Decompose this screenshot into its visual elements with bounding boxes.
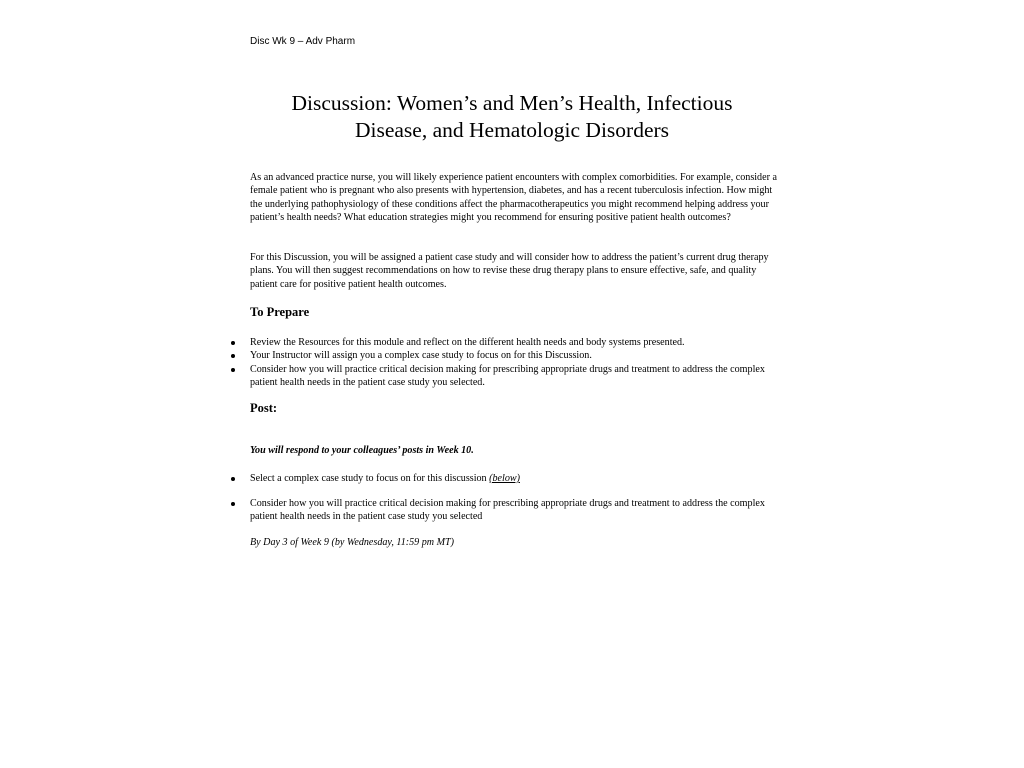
post-heading: Post: xyxy=(250,401,278,415)
bullet-icon xyxy=(231,368,235,372)
list-item-text: Consider how you will practice critical decision making for prescribing appropriate drugs and treatment to address the complex patient health needs in the patient case study you selected xyxy=(250,498,765,523)
list-item-text: Your Instructor will assign you a complex case study to focus on for this Discussion. xyxy=(250,350,592,362)
page-header: Disc Wk 9 – Adv Pharm xyxy=(250,36,356,47)
intro-paragraph-2: For this Discussion, you will be assigned a patient case study and will consider how to address the patient’s current drug therapy plans. You will then suggest recommendations on how to revise these drug therapy plans to ensure effective, safe, and quality patient care for positive patient health outcomes. xyxy=(250,252,769,290)
list-item xyxy=(250,497,770,524)
list-item xyxy=(250,336,770,349)
bullet-icon xyxy=(231,477,235,481)
list-item-text: Consider how you will practice critical decision making for prescribing appropriate drugs and treatment to address the complex patient health needs in the patient case study you selected. xyxy=(250,363,765,388)
title-line-2: Disease, and Hematologic Disorders xyxy=(354,118,670,142)
below-link[interactable]: (below) xyxy=(489,473,520,484)
list-item xyxy=(250,472,770,485)
post-list-2 xyxy=(250,497,770,524)
bullet-icon xyxy=(231,502,235,506)
bullet-icon xyxy=(231,341,235,345)
colleagues-note: You will respond to your colleagues’ posts in Week 10. xyxy=(250,445,474,456)
post-list-1 xyxy=(250,472,770,485)
bullet-icon xyxy=(231,354,235,358)
document-title xyxy=(250,90,774,144)
title-line-1: Discussion: Women’s and Men’s Health, Infectious xyxy=(291,91,733,115)
list-item xyxy=(250,349,770,362)
deadline-text: By Day 3 of Week 9 (by Wednesday, 11:59 pm MT) xyxy=(250,537,454,548)
list-item-text: Review the Resources for this module and reflect on the different health needs and body systems presented. xyxy=(250,337,685,348)
list-item-text: Select a complex case study to focus on for this discussion xyxy=(250,473,490,484)
to-prepare-list xyxy=(250,336,770,389)
to-prepare-heading: To Prepare xyxy=(250,305,310,319)
intro-paragraph-1: As an advanced practice nurse, you will likely experience patient encounters with complex comorbidities. For example, consider a female patient who is pregnant who also presents with hypertension, diabetes, and has a recent tuberculosis infection. How might the underlying pathophysiology of these conditions affect the pharmacotherapeutics you might recommend helping address your patient’s health needs? What education strategies might you recommend for ensuring positive patient health outcomes? xyxy=(250,172,777,223)
list-item xyxy=(250,363,770,390)
